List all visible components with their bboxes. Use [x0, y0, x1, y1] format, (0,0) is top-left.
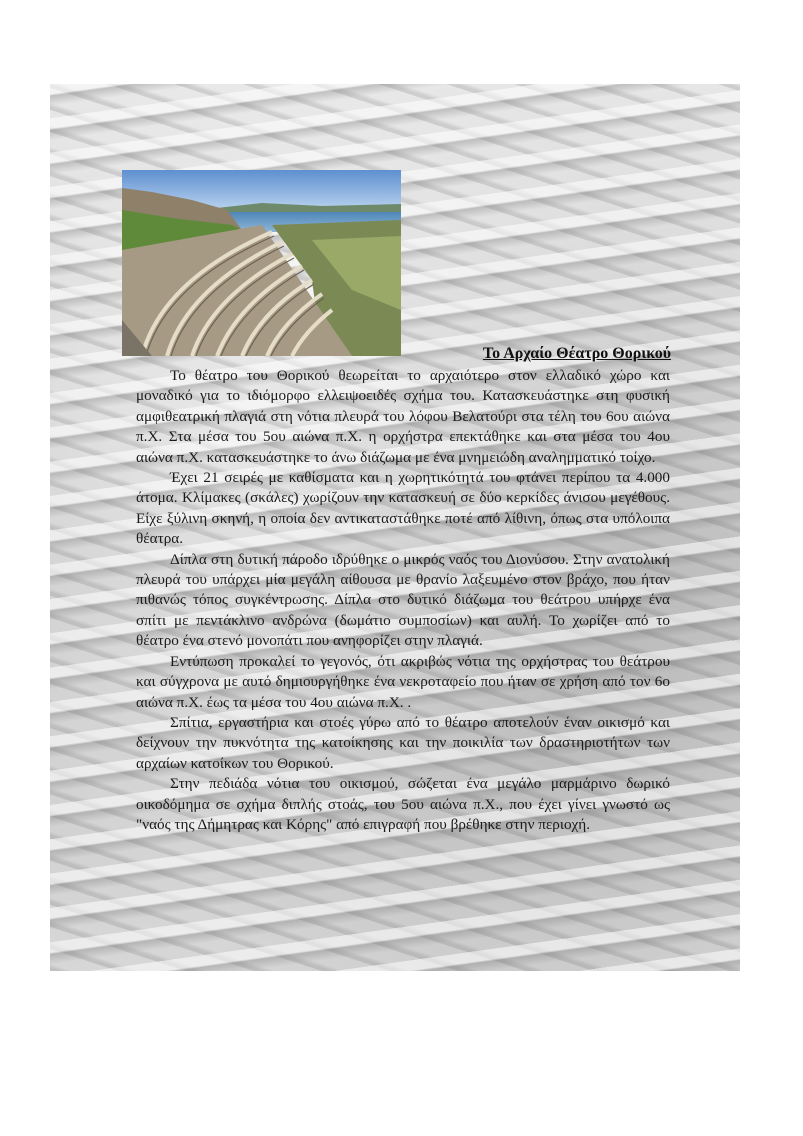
paragraph: Εντύπωση προκαλεί το γεγονός, ότι ακριβώς νότια της ορχήστρας του θεάτρου και σύγχρονα με αυτό δημιουργήθηκε ένα νεκροταφείο που ήταν σε χρήση από τον 6ο αιώνα π.Χ. έως τα μέσα του 4ου αιώνα π.Χ. . [136, 652, 670, 711]
article-body [136, 366, 670, 835]
theatre-photo [122, 170, 401, 356]
paragraph: Το θέατρο του Θορικού θεωρείται το αρχαιότερο στον ελλαδικό χώρο και μοναδικό για το ιδιόμορφο ελλειψοειδές σχήμα του. Κατασκευάστηκε στη φυσική αμφιθεατρική πλαγιά στη νότια πλευρά του λόφου Βελατούρι στα τέλη του 6ου αιώνα π.Χ. Στα μέσα του 5ου αιώνα π.Χ. η ορχήστρα επεκτάθηκε και στα μέσα του 4ου αιώνα π.Χ. κατασκευάστηκε το άνω διάζωμα με ένα μνημειώδη αναλημματικό τοίχο. [136, 367, 670, 466]
paragraph: Έχει 21 σειρές με καθίσματα και η χωρητικότητά του φτάνει περίπου τα 4.000 άτομα. Κλίμακες (σκάλες) χωρίζουν την κατασκευή σε δύο κερκίδες άνισου μεγέθους. Είχε ξύλινη σκηνή, η οποία δεν αντικαταστάθηκε ποτέ από λίθινη, όπως στα υπόλοιπα θέατρα. [136, 469, 670, 548]
paragraph: Στην πεδιάδα νότια του οικισμού, σώζεται ένα μεγάλο μαρμάρινο δωρικό οικοδόμημα σε σχήμα διπλής στοάς, του 5ου αιώνα π.Χ., που έχει γίνει γνωστό ως "ναός της Δήμητρας και Κόρης" από επιγραφή που βρέθηκε στην περιοχή. [136, 775, 670, 833]
article-title: Το Αρχαίο Θέατρο Θορικού [482, 345, 671, 362]
paragraph: Σπίτια, εργαστήρια και στοές γύρω από το θέατρο αποτελούν έναν οικισμό και δείχνουν την πυκνότητα της κατοίκησης και την ποικιλία των δραστηριοτήτων των αρχαίων κατοίκων του Θορικού. [136, 713, 670, 772]
paragraph: Δίπλα στη δυτική πάροδο ιδρύθηκε ο μικρός ναός του Διονύσου. Στην ανατολική πλευρά του υπάρχει μία μεγάλη αίθουσα με θρανίο λαξευμένο στον βράχο, που ήταν πιθανώς τόπος συγκέντρωσης. Δίπλα στο δυτικό διάζωμα του θεάτρου υπήρχε ένα σπίτι με πεντάκλινο ανδρώνα (δωμάτιο συμποσίων) και αυλή. Το χωρίζει από το θέατρο ένα στενό μονοπάτι που ανηφορίζει στην πλαγιά. [136, 550, 670, 650]
